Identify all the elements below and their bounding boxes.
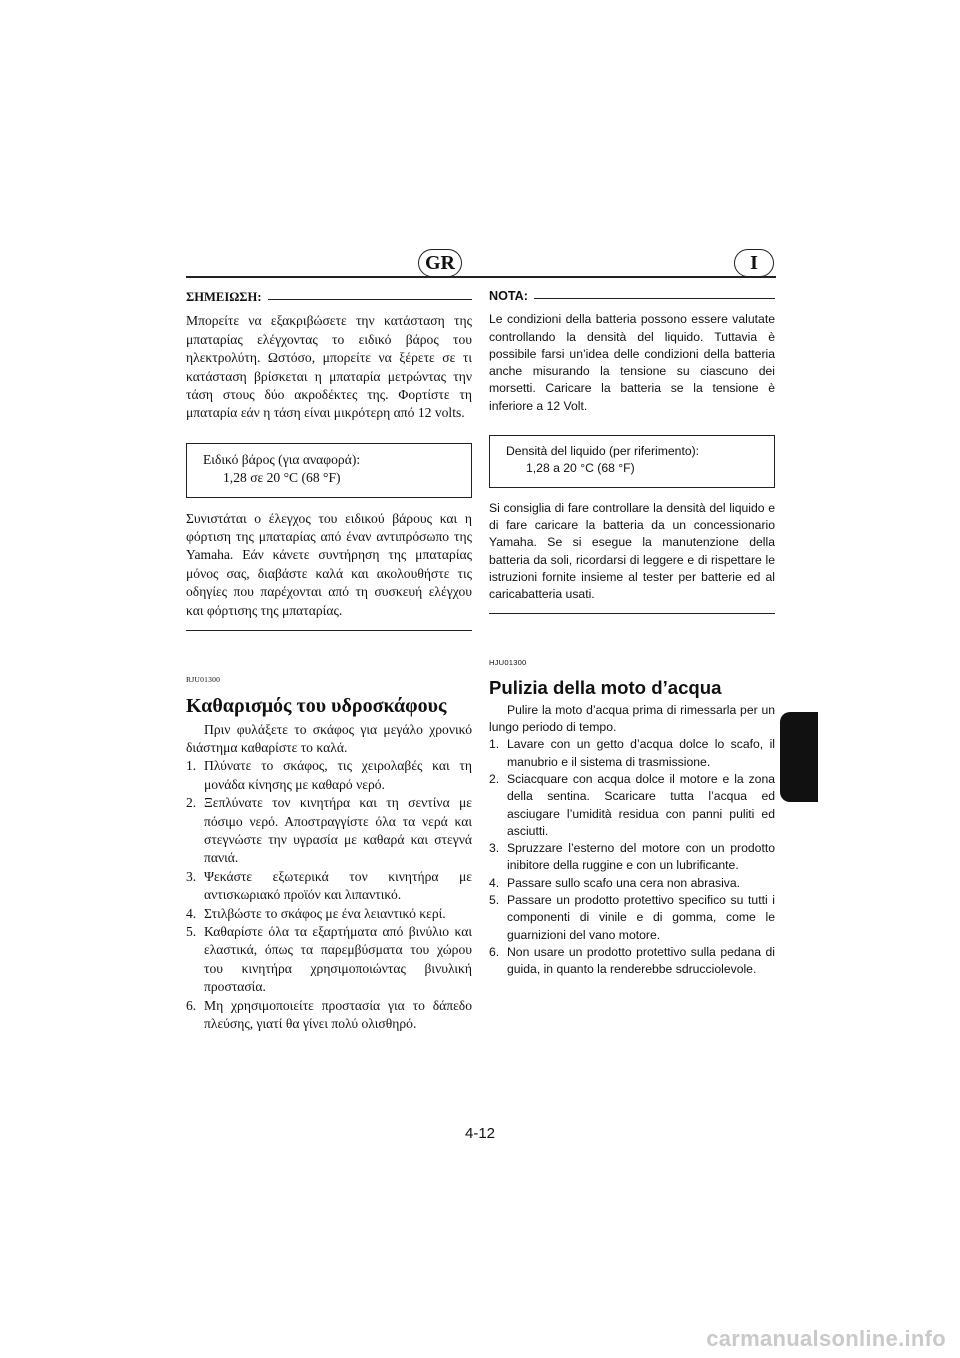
list-item [489,736,775,771]
step-text: Lavare con un getto d’acqua dolce lo scafo, il manubrio e il sistema di trasmissione. [507,737,775,769]
step-text: Sciacquare con acqua dolce il motore e la zona della sentina. Scaricare tutta l’acqua ed asciugare l’umidità residua con panni puliti ed asciutti. [507,771,775,838]
step-text: Στιλβώστε το σκάφος με ένα λειαντικό κερί. [204,905,446,921]
language-tag-italian: I [734,249,774,277]
italian-spec-value: 1,28 a 20 °C (68 °F) [526,461,635,476]
step-text: Passare un prodotto protettivo specifico su tutti i componenti di vinile e di gomma, come le guarnizioni del vano motore. [507,893,775,942]
greek-intro-text: Πριν φυλάξετε το σκάφος για μεγάλο χρονικό διάστημα καθαρίστε το καλά. [186,721,472,755]
list-item [489,892,775,944]
greek-section-title: Καθαρισμός του υδροσκάφους [186,694,447,717]
step-number: 5. [186,923,197,939]
step-number: 6. [489,944,500,959]
list-item [186,905,472,923]
note-title-rule [534,298,775,299]
site-watermark: carmanualsonline.info [706,1326,946,1351]
italian-section-code: HJU01300 [489,658,527,668]
italian-note-end-rule [489,613,775,614]
list-item [186,757,472,794]
greek-note-text: Μπορείτε να εξακριβώσετε την κατάσταση της μπαταρίας ελέγχοντας το ειδικό βάρος του ηλεκτρολύτη. Ωστόσο, μπορείτε να ξέρετε σε τι κατάσταση βρίσκεται η μπαταρία μετρώντας την τάση στους δύο ακροδέκτες της. Φορτίστε τη μπαταρία εάν η τάση είναι μικρότερη από 12 volts. [186,313,472,421]
italian-note-text: Le condizioni della batteria possono essere valutate controllando la densità del liquido. Tuttavia è possibile farsi un’idea delle condizioni della batteria anche misurando la tensione su ciascuno dei morsetti. Caricare la batteria se la tensione è inferiore a 12 Volt. [489,312,775,413]
page-number: 4-12 [464,1125,496,1142]
step-number: 1. [186,758,197,774]
note-title-rule [268,299,472,300]
step-number: 1. [489,737,500,752]
list-item [186,794,472,868]
step-text: Πλύνατε το σκάφος, τις χειρολαβές και τη μονάδα κίνησης με καθαρό νερό. [204,758,472,792]
step-number: 6. [186,997,197,1013]
list-item [186,923,472,997]
greek-note-title: ΣΗΜΕΙΩΣΗ: [186,290,262,304]
italian-after-box-text: Si consiglia di fare controllare la densità del liquido e di fare caricare la batteria da un concessionario Yamaha. Se si esegue la manutenzione della batteria da soli, ricordarsi di leggere e di rispettare le istruzioni fornite insieme al tester per batterie ed al caricabatteria usati. [489,500,775,602]
step-number: 2. [489,771,500,786]
list-item [489,840,775,875]
step-text: Ξεπλύνατε τον κινητήρα και τη σεντίνα με πόσιμο νερό. Αποστραγγίστε όλα τα νερά και στεγνώστε την υγρασία με καθαρά και στεγνά πανιά. [204,795,472,866]
greek-note-heading [186,288,472,306]
greek-spec-label: Ειδικό βάρος (για αναφορά): [203,451,361,467]
list-item [489,944,775,979]
step-text: Non usare un prodotto protettivo sulla pedana di guida, in quanto la renderebbe sdrucciolevole. [507,944,775,977]
greek-spec-value: 1,28 σε 20 °C (68 °F) [223,470,341,486]
italian-intro-text: Pulire la moto d’acqua prima di rimessarla per un lungo periodo di tempo. [489,702,775,735]
list-item [489,875,775,892]
step-number: 3. [186,868,197,884]
header-rule [186,276,776,278]
step-text: Spruzzare l’esterno del motore con un prodotto inibitore della ruggine e con un lubrificante. [507,841,775,873]
step-text: Μη χρησιμοποιείτε προστασία για το δάπεδο πλεύσης, γιατί θα γίνει πολύ ολισθηρό. [204,997,472,1031]
list-item [489,771,775,840]
italian-note-title: NOTA: [489,289,528,303]
greek-section-code: RJU01300 [186,675,221,685]
list-item [186,868,472,905]
greek-column [186,288,472,1033]
italian-column [489,288,775,979]
step-number: 4. [489,875,500,890]
greek-spec-box [186,443,472,498]
chapter-thumb-tab [780,712,818,802]
step-text: Καθαρίστε όλα τα εξαρτήματα από βινύλιο και ελαστικά, όπως τα παρεμβύσματα του χώρου του κινητήρα χρησιμοποιώντας βινυλική προστασία. [204,923,472,995]
greek-note-end-rule [186,630,472,631]
list-item [186,997,472,1034]
language-tag-greek: GR [418,249,462,277]
step-number: 5. [489,893,500,908]
step-number: 3. [489,841,500,856]
italian-section-title: Pulizia della moto d’acqua [489,676,722,698]
step-text: Passare sullo scafo una cera non abrasiva. [507,875,741,890]
step-text: Ψεκάστε εξωτερικά τον κινητήρα με αντισκωριακό προϊόν και λιπαντικό. [204,868,472,903]
italian-spec-label: Densità del liquido (per riferimento): [506,444,700,459]
step-number: 2. [186,795,197,811]
italian-note-heading [489,288,775,305]
italian-steps-list [489,736,775,978]
greek-steps-list [186,757,472,1033]
italian-spec-box [489,435,775,488]
greek-after-box-text: Συνιστάται ο έλεγχος του ειδικού βάρους και η φόρτιση της μπαταρίας από έναν αντιπρόσωπο της Yamaha. Εάν κάνετε συντήρηση της μπαταρίας μόνος σας, διαβάστε καλά και ακολουθήστε τις οδηγίες που παρέχονται από τη συσκευή ελέγχου και φόρτισης της μπαταρίας. [186,510,472,618]
step-number: 4. [186,905,197,921]
